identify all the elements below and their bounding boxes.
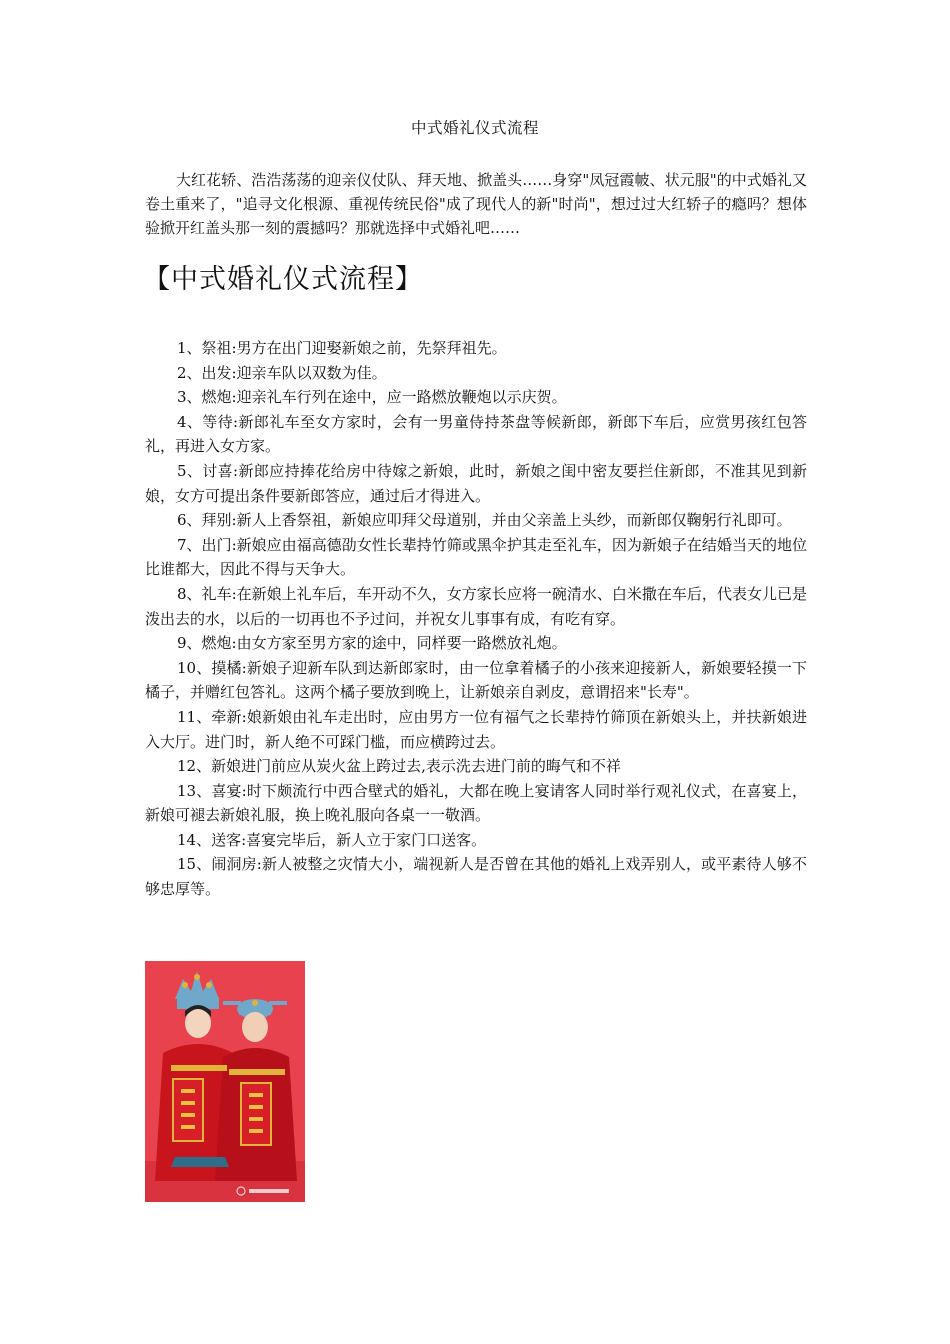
section-heading: 【中式婚礼仪式流程】 [143, 264, 423, 295]
step-item: 14、送客:喜宴完毕后，新人立于家门口送客。 [177, 830, 487, 849]
step-item: 12、新娘进门前应从炭火盆上跨过去,表示洗去进门前的晦气和不祥 [177, 757, 621, 776]
step-item: 7、出门:新娘应由福高德劭女性长辈持竹筛或黑伞护其走至礼车，因为新娘子在结婚当天的地位比谁都大，因此不得与天争大。 [145, 535, 807, 579]
step-item: 4、等待:新郎礼车至女方家时，会有一男童侍持茶盘等候新郎，新郎下车后，应赏男孩红包答礼，再进入女方家。 [145, 412, 807, 456]
step-item: 15、闹洞房:新人被整之灾情大小，端视新人是否曾在其他的婚礼上戏弄别人，或平素待人够不够忠厚等。 [145, 855, 807, 899]
document-title: 中式婚礼仪式流程 [410, 119, 539, 137]
intro-paragraph: 大红花轿、浩浩荡荡的迎亲仪仗队、拜天地、掀盖头……身穿"凤冠霞帔、状元服"的中式婚礼又卷土重来了，"追寻文化根源、重视传统民俗"成了现代人的新"时尚"，想过过大红轿子的瘾吗？想体验掀开红盖头那一刻的震撼吗？那就选择中式婚礼吧…… [145, 171, 807, 237]
ceremony-steps-list [145, 336, 807, 902]
step-item: 8、礼车:在新娘上礼车后，车开动不久，女方家长应将一碗清水、白米撒在车后，代表女儿已是泼出去的水，以后的一切再也不予过问，并祝女儿事事有成，有吃有穿。 [145, 584, 807, 628]
groom-face [242, 1012, 268, 1042]
step-item: 1、祭祖:男方在出门迎娶新娘之前，先祭拜祖先。 [177, 339, 507, 357]
step-item: 11、牵新:娘新娘由礼车走出时，应由男方一位有福气之长辈持竹筛顶在新娘头上，并扶新娘进入大厅。进门时，新人绝不可踩门槛，而应横跨过去。 [145, 707, 807, 751]
step-item: 13、喜宴:时下颇流行中西合壁式的婚礼，大都在晚上宴请客人同时举行观礼仪式，在喜宴上，新娘可褪去新娘礼服，换上晚礼服向各桌一一敬酒。 [145, 781, 807, 825]
step-item: 2、出发:迎亲车队以双数为佳。 [177, 363, 387, 382]
step-item: 5、讨喜:新郎应持捧花给房中待嫁之新娘，此时，新娘之闺中密友要拦住新郎，不准其见到新娘，女方可提出条件要新郎答应，通过后才得进入。 [145, 461, 807, 505]
groom-scroll [241, 1083, 271, 1145]
step-item: 6、拜别:新人上香祭祖，新娘应叩拜父母道别，并由父亲盖上头纱，而新郎仅鞠躬行礼即可。 [177, 511, 792, 530]
step-item: 9、燃炮:由女方家至男方家的途中，同样要一路燃放礼炮。 [177, 634, 567, 653]
step-item: 3、燃炮:迎亲礼车行列在途中，应一路燃放鞭炮以示庆贺。 [177, 388, 567, 407]
bride-scroll [173, 1079, 203, 1141]
wedding-couple-photo [145, 961, 305, 1202]
step-item: 10、摸橘:新娘子迎新车队到达新郎家时，由一位拿着橘子的小孩来迎接新人，新娘要轻摸一下橘子，并赠红包答礼。这两个橘子要放到晚上，让新娘亲自剥皮，意谓招来"长寿"。 [145, 658, 807, 702]
